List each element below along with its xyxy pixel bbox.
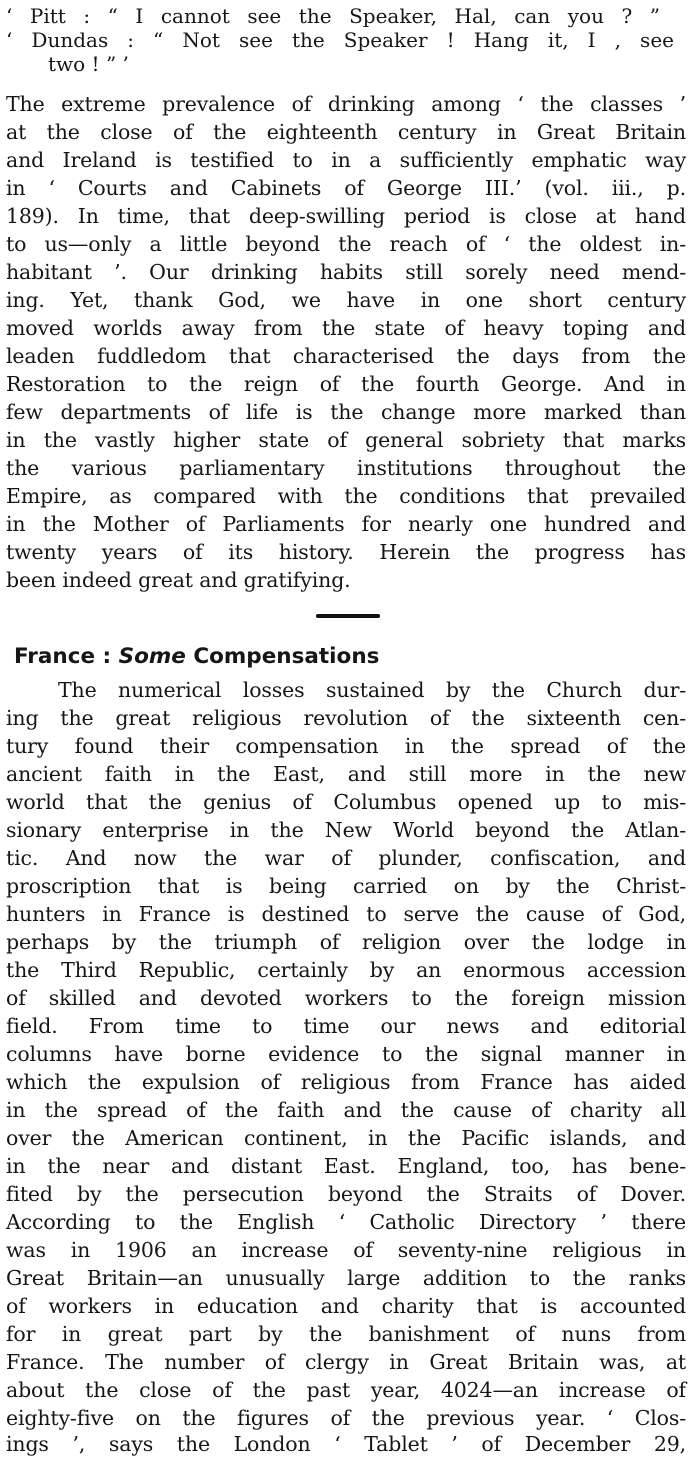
text-line: been indeed great and gratifying. — [6, 568, 351, 592]
text-line: tic. And now the war of plunder, confiscation, and — [6, 846, 686, 870]
text-line: which the expulsion of religious from France has aided — [6, 1070, 686, 1094]
text-line: in ‘ Courts and Cabinets of George III.’ (vol. iii., p. — [6, 176, 686, 200]
text-line: field. From time to time our news and editorial — [6, 1014, 686, 1038]
text-line: to us—only a little beyond the reach of ‘ the oldest in- — [6, 232, 686, 256]
text-line: perhaps by the triumph of religion over the lodge in — [6, 930, 686, 954]
text-line: ing the great religious revolution of the sixteenth cen- — [6, 706, 686, 730]
text-line: France. The number of clergy in Great Britain was, at — [6, 1350, 686, 1374]
text-line: the various parliamentary institutions throughout the — [6, 456, 686, 480]
text-line: for in great part by the banishment of nuns from — [6, 1322, 686, 1346]
text-line: the Third Republic, certainly by an enormous accession — [6, 958, 686, 982]
text-line: sionary enterprise in the New World beyond the Atlan- — [6, 818, 686, 842]
text-line: Empire, as compared with the conditions that prevailed — [6, 484, 686, 508]
text-line: The extreme prevalence of drinking among ‘ the classes ’ — [6, 92, 686, 116]
quote-line: ‘ Pitt : “ I cannot see the Speaker, Hal, can you ? ” — [6, 4, 660, 28]
text-line: in the Mother of Parliaments for nearly one hundred and — [6, 512, 686, 536]
text-line: proscription that is being carried on by the Christ- — [6, 874, 686, 898]
text-line: tury found their compensation in the spread of the — [6, 734, 686, 758]
section-heading — [14, 643, 379, 671]
text-line: about the close of the past year, 4024—an increase of — [6, 1378, 686, 1402]
text-line: Great Britain—an unusually large addition to the ranks — [6, 1266, 686, 1290]
text-line: columns have borne evidence to the signal manner in — [6, 1042, 686, 1066]
text-line: According to the English ‘ Catholic Directory ’ there — [6, 1210, 686, 1234]
text-line: fited by the persecution beyond the Straits of Dover. — [6, 1182, 686, 1206]
text-line: over the American continent, in the Pacific islands, and — [6, 1126, 686, 1150]
text-line: of skilled and devoted workers to the foreign mission — [6, 986, 686, 1010]
text-line: ing. Yet, thank God, we have in one short century — [6, 288, 686, 312]
section-divider — [316, 614, 380, 618]
heading-suffix: Compensations — [185, 644, 380, 669]
text-line: eighty-five on the figures of the previous year. ‘ Clos- — [6, 1406, 686, 1430]
text-line: twenty years of its history. Herein the progress has — [6, 540, 686, 564]
text-line: ings ’, says the London ‘ Tablet ’ of December 29, — [6, 1432, 686, 1456]
text-line: at the close of the eighteenth century in Great Britain — [6, 120, 686, 144]
quote-line: two ! ” ’ — [48, 52, 129, 76]
heading-prefix: France : — [14, 644, 119, 669]
text-line: leaden fuddledom that characterised the days from the — [6, 344, 686, 368]
text-line: hunters in France is destined to serve the cause of God, — [6, 902, 686, 926]
text-line: The numerical losses sustained by the Church dur- — [58, 678, 686, 702]
quote-line: ‘ Dundas : “ Not see the Speaker ! Hang it, I , see — [6, 28, 674, 52]
text-line: and Ireland is testified to in a sufficiently emphatic way — [6, 148, 686, 172]
text-line: in the near and distant East. England, too, has bene- — [6, 1154, 686, 1178]
text-line: world that the genius of Columbus opened up to mis- — [6, 790, 686, 814]
text-line: of workers in education and charity that is accounted — [6, 1294, 686, 1318]
text-line: habitant ’. Our drinking habits still sorely need mend- — [6, 260, 686, 284]
text-line: Restoration to the reign of the fourth George. And in — [6, 372, 686, 396]
text-line: ancient faith in the East, and still more in the new — [6, 762, 686, 786]
heading-italic: Some — [118, 644, 186, 669]
text-line: in the vastly higher state of general sobriety that marks — [6, 428, 686, 452]
text-line: few departments of life is the change more marked than — [6, 400, 686, 424]
text-line: 189). In time, that deep-swilling period is close at hand — [6, 204, 686, 228]
text-line: in the spread of the faith and the cause of charity all — [6, 1098, 686, 1122]
text-line: moved worlds away from the state of heavy toping and — [6, 316, 686, 340]
text-line: was in 1906 an increase of seventy-nine religious in — [6, 1238, 686, 1262]
